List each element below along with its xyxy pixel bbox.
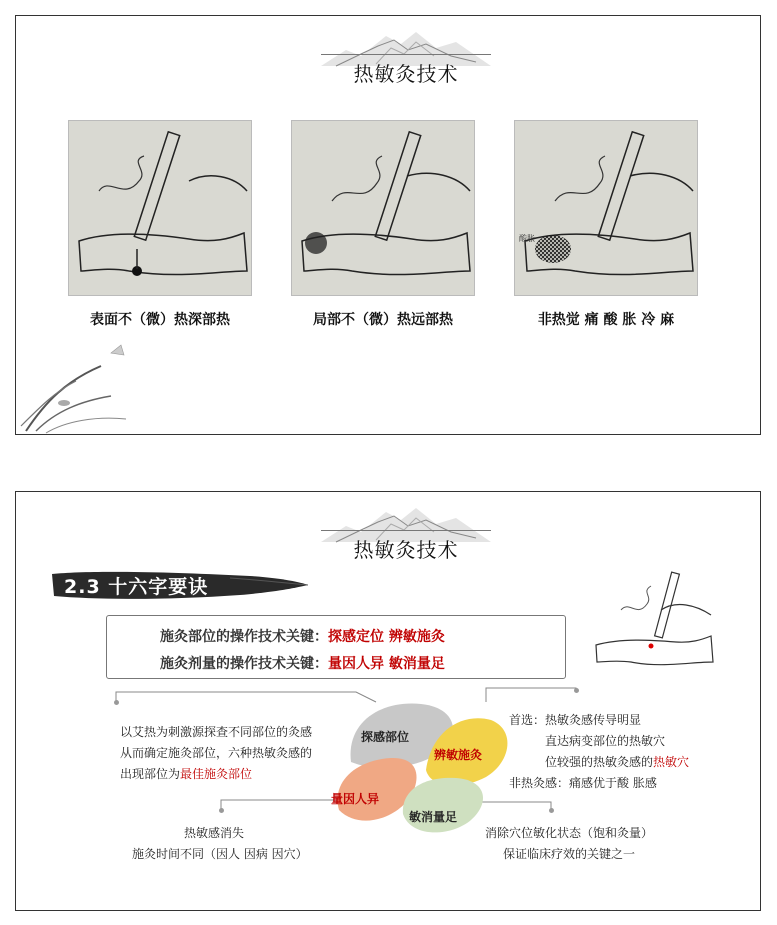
connector-dot	[549, 808, 554, 813]
section-heading: 2.3 十六字要诀	[64, 576, 209, 598]
arm-moxa-drawing-icon	[292, 121, 475, 296]
text-line: 以艾热为刺激源探查不同部位的灸感	[120, 725, 313, 739]
key-line-highlight: 探感定位 辨敏施灸	[328, 629, 445, 645]
connector-dot	[574, 688, 579, 693]
slide-1	[15, 15, 761, 435]
caption-1: 表面不（微）热深部热	[90, 312, 230, 328]
petal-label-2: 辨敏施灸	[434, 748, 483, 762]
text-span: 出现部位为	[120, 767, 181, 781]
slide-title: 热敏灸技术	[353, 538, 459, 562]
moxibustion-photo-1	[68, 120, 252, 296]
bottom-right-description	[485, 823, 653, 865]
caption-3: 非热觉 痛 酸 胀 冷 麻	[537, 312, 675, 328]
text-highlight: 最佳施灸部位	[180, 767, 253, 781]
orchid-ornament-icon	[16, 331, 156, 435]
moxibustion-photo-3	[514, 120, 698, 296]
key-line-highlight: 量因人异 敏消量足	[328, 656, 445, 672]
right-description	[509, 710, 689, 794]
photo-label: 酸胀	[519, 234, 535, 243]
key-line-prefix: 施灸剂量的操作技术关键：	[160, 656, 328, 672]
slide-title: 热敏灸技术	[353, 62, 459, 86]
text-line: 非热灸感：痛感优于酸 胀感	[509, 776, 657, 790]
arm-moxa-drawing-icon	[515, 121, 698, 296]
text-line: 热敏感消失	[184, 826, 245, 840]
connector-dot	[219, 808, 224, 813]
text-line	[509, 752, 689, 773]
text-line: 首选：热敏灸感传导明显	[509, 713, 642, 727]
text-line: 施灸时间不同（因人 因病 因穴）	[132, 847, 308, 861]
text-highlight: 热敏穴	[653, 755, 690, 769]
petal-label-3: 量因人异	[331, 792, 380, 806]
connector-dot	[114, 700, 119, 705]
title-divider	[321, 54, 491, 55]
text-line: 直达病变部位的热敏穴	[545, 734, 666, 748]
petal-label-4: 敏消量足	[409, 810, 458, 824]
left-description	[120, 722, 312, 785]
bottom-left-description	[132, 823, 308, 865]
caption-2: 局部不（微）热远部热	[313, 312, 453, 328]
text-line	[120, 764, 312, 785]
text-line: 保证临床疗效的关键之一	[503, 847, 636, 861]
text-line: 从而确定施灸部位，六种热敏灸感的	[120, 746, 313, 760]
petal-label-1: 探感部位	[361, 730, 410, 744]
text-span: 位较强的热敏灸感的	[545, 755, 654, 769]
slide-2	[15, 491, 761, 911]
key-line-prefix: 施灸部位的操作技术关键：	[160, 629, 328, 645]
moxibustion-photo-2	[291, 120, 475, 296]
text-line: 消除穴位敏化状态（饱和灸量）	[485, 826, 654, 840]
arm-moxa-drawing-icon	[69, 121, 252, 296]
